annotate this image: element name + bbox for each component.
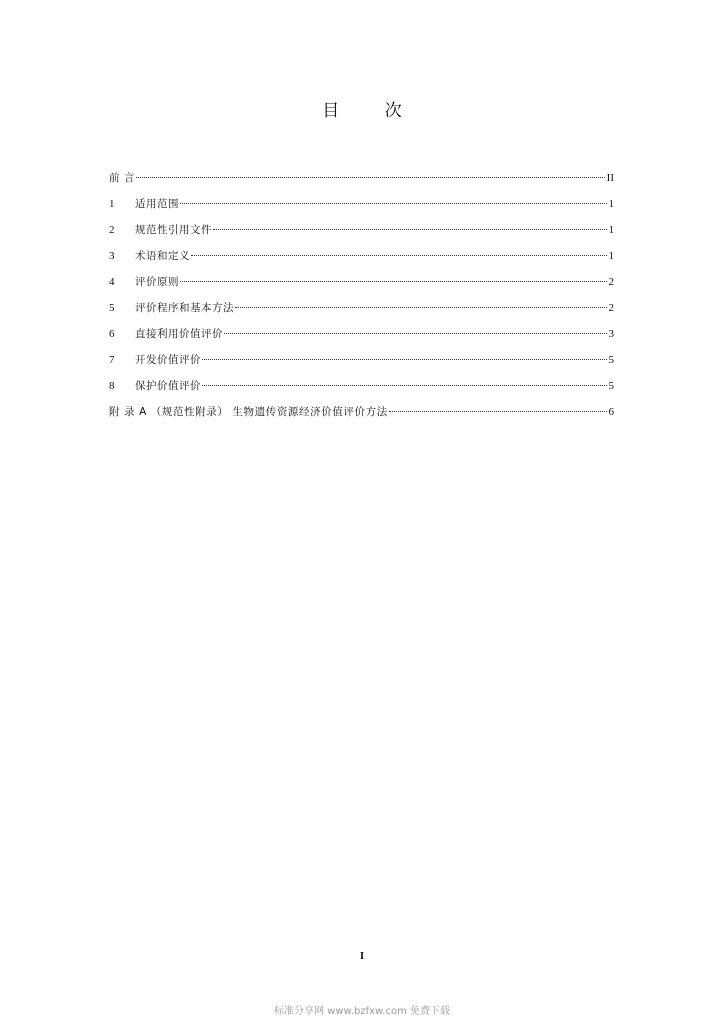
page-title: 目 次 [322, 101, 422, 121]
toc-entry-label: 直接利用价值评价 [135, 328, 223, 340]
toc-entry-label: 前 言 [109, 172, 135, 184]
table-of-contents [109, 169, 614, 429]
toc-entry-2[interactable] [109, 221, 614, 247]
toc-entry-preface[interactable] [109, 169, 614, 195]
dot-leader [202, 357, 607, 360]
toc-entry-number: 7 [109, 354, 115, 366]
toc-entry-number: 2 [109, 224, 115, 236]
toc-entry-7[interactable] [109, 351, 614, 377]
dot-leader [202, 383, 607, 386]
toc-entry-1[interactable] [109, 195, 614, 221]
toc-entry-appendix-a[interactable] [109, 403, 614, 429]
toc-entry-number: 3 [109, 250, 115, 262]
dot-leader [180, 201, 607, 204]
toc-entry-label: 附 录 A （规范性附录） 生物遗传资源经济价值评价方法 [109, 406, 388, 418]
toc-entry-number: 8 [109, 380, 115, 392]
toc-entry-page: 1 [608, 250, 614, 262]
toc-entry-page: 6 [608, 406, 614, 418]
dot-leader [213, 227, 607, 230]
dot-leader [191, 253, 607, 256]
dot-leader [136, 175, 605, 178]
toc-entry-page: 3 [608, 328, 614, 340]
toc-entry-number: 5 [109, 302, 115, 314]
toc-entry-label: 开发价值评价 [135, 354, 201, 366]
watermark-text: 标准分享网 www.bzfxw.com 免费下载 [274, 1006, 450, 1017]
toc-entry-8[interactable] [109, 377, 614, 403]
toc-entry-page: 1 [608, 198, 614, 210]
toc-entry-page: 2 [608, 302, 614, 314]
toc-entry-label: 适用范围 [135, 198, 179, 210]
toc-entry-page: 1 [608, 224, 614, 236]
dot-leader [224, 331, 607, 334]
toc-entry-page: 5 [608, 380, 614, 392]
toc-entry-4[interactable] [109, 273, 614, 299]
toc-entry-label: 规范性引用文件 [135, 224, 212, 236]
toc-entry-number: 6 [109, 328, 115, 340]
page-number: I [359, 950, 365, 962]
toc-entry-page: 5 [608, 354, 614, 366]
toc-entry-6[interactable] [109, 325, 614, 351]
dot-leader [389, 409, 607, 412]
toc-entry-number: 4 [109, 276, 115, 288]
toc-entry-page: II [606, 172, 614, 184]
toc-entry-5[interactable] [109, 299, 614, 325]
dot-leader [180, 279, 607, 282]
toc-entry-page: 2 [608, 276, 614, 288]
toc-entry-number: 1 [109, 198, 115, 210]
toc-entry-3[interactable] [109, 247, 614, 273]
toc-entry-label: 评价原则 [135, 276, 179, 288]
toc-entry-label: 术语和定义 [135, 250, 190, 262]
dot-leader [235, 305, 607, 308]
toc-entry-label: 保护价值评价 [135, 380, 201, 392]
toc-entry-label: 评价程序和基本方法 [135, 302, 234, 314]
